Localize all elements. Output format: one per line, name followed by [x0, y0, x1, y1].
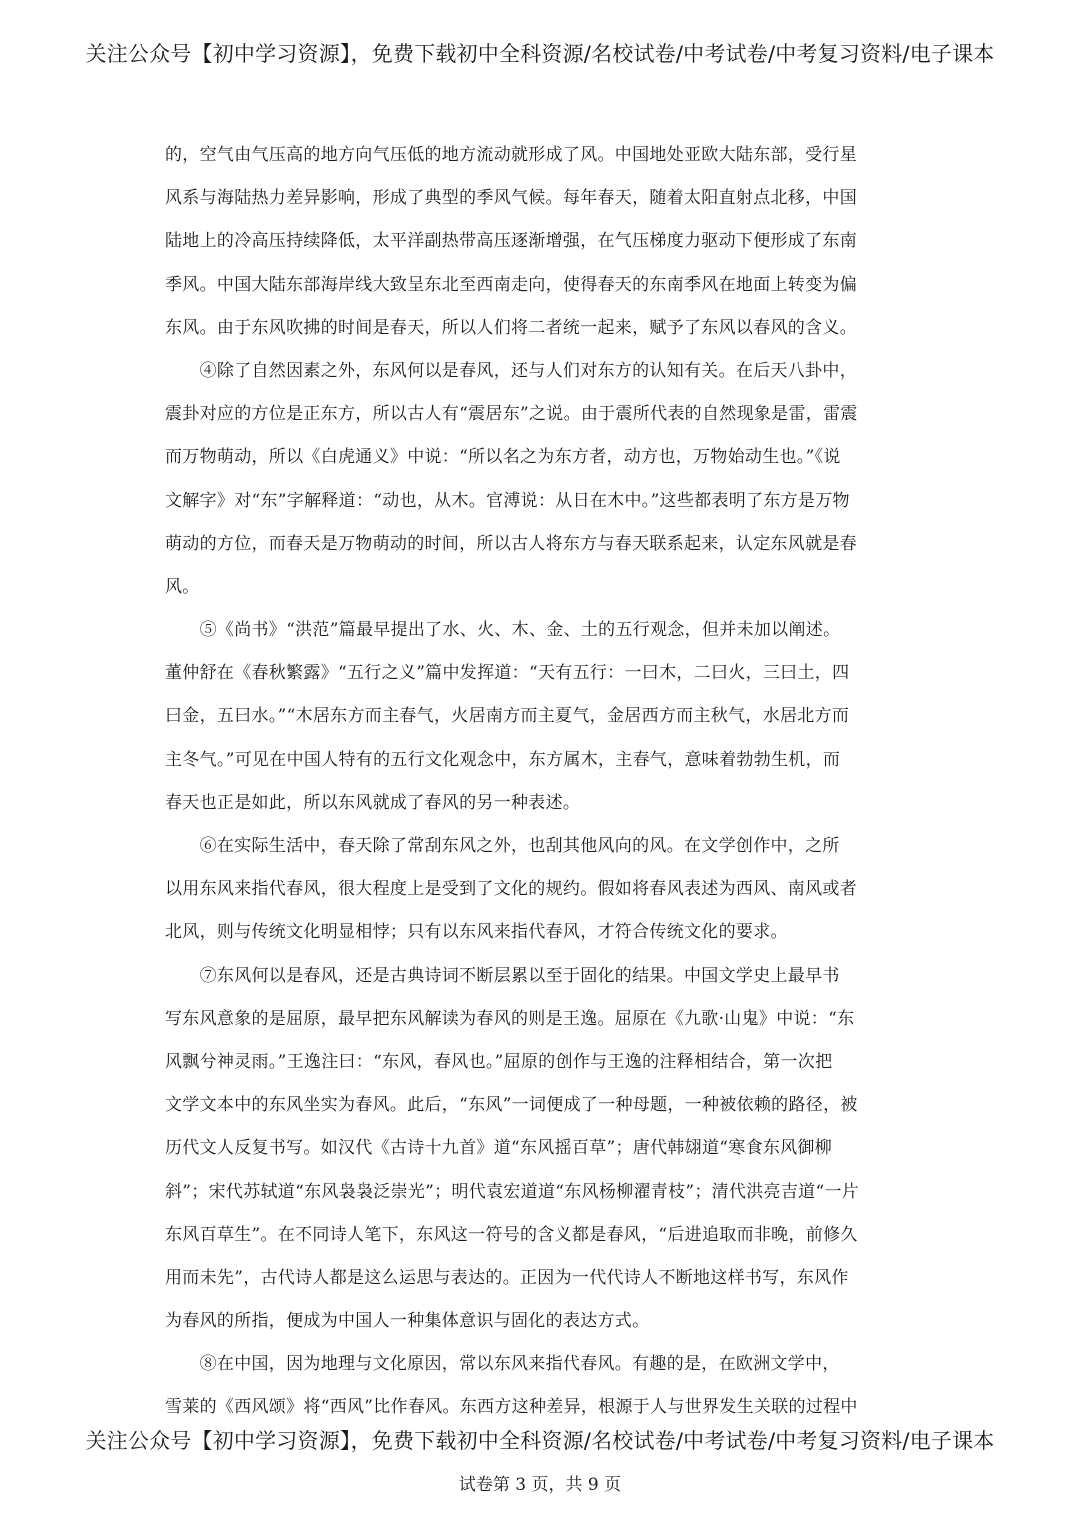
paragraph — [165, 1343, 925, 1429]
page-number-footer: 试卷第 3 页，共 9 页 — [458, 1475, 622, 1495]
text-line: 董仲舒在《春秋繁露》“五行之义”篇中发挥道：“天有五行：一曰木，二曰火，三曰土，四 — [165, 663, 850, 684]
text-line: 曰金，五曰水。”“木居东方而主春气，火居南方而主夏气，金居西方而主秋气，水居北方而 — [165, 706, 850, 727]
text-line: 东风百草生”。在不同诗人笔下，东风这一符号的含义都是春风，“后进追取而非晚，前修久 — [165, 1224, 858, 1245]
bottom-promo-banner: 关注公众号【初中学习资源】，免费下载初中全科资源/名校试卷/中考试卷/中考复习资料/电子课本 — [85, 1429, 995, 1453]
text-line: 主冬气。”可见在中国人特有的五行文化观念中，东方属木，主春气，意味着勃勃生机，而 — [165, 749, 841, 770]
text-line: ④除了自然因素之外，东风何以是春风，还与人们对东方的认知有关。在后天八卦中， — [165, 360, 857, 381]
text-line: 的，空气由气压高的地方向气压低的地方流动就形成了风。中国地处亚欧大陆东部，受行星 — [165, 145, 857, 165]
text-line: 以用东风来指代春风，很大程度上是受到了文化的规约。假如将春风表述为西风、南风或者 — [165, 879, 857, 900]
text-line: 用而未先”，古代诗人都是这么运思与表达的。正因为一代代诗人不断地这样书写，东风作 — [165, 1267, 849, 1288]
text-line: 而万物萌动，所以《白虎通义》中说：“所以名之为东方者，动方也，万物始动生也。”《说 — [165, 447, 841, 468]
paragraph — [165, 955, 925, 1344]
text-line: ⑦东风何以是春风，还是古典诗词不断层累以至于固化的结果。中国文学史上最早书 — [165, 965, 840, 986]
paragraph — [165, 134, 925, 350]
text-line: 震卦对应的方位是正东方，所以古人有“震居东”之说。由于震所代表的自然现象是雷，雷震 — [165, 404, 858, 425]
text-line: 风。 — [165, 576, 200, 597]
text-line: ⑥在实际生活中，春天除了常刮东风之外，也刮其他风向的风。在文学创作中，之所 — [165, 836, 840, 856]
top-promo-banner: 关注公众号【初中学习资源】，免费下载初中全科资源/名校试卷/中考试卷/中考复习资料/电子课本 — [85, 42, 995, 66]
text-line: 雪莱的《西风颂》将“西风”比作春风。东西方这种差异，根源于人与世界发生关联的过程中 — [165, 1397, 858, 1418]
text-line: 文学文本中的东风坐实为春风。此后，“东风”一词便成了一种母题，一种被依赖的路径，被 — [165, 1095, 858, 1116]
text-line: 历代文人反复书写。如汉代《古诗十九首》道“东风摇百草”；唐代韩翃道“寒食东风御柳 — [165, 1138, 833, 1159]
text-line: 东风。由于东风吹拂的时间是春天，所以人们将二者统一起来，赋予了东风以春风的含义。 — [165, 317, 857, 338]
text-line: 为春风的所指，便成为中国人一种集体意识与固化的表达方式。 — [165, 1311, 650, 1332]
text-line: 春天也正是如此，所以东风就成了春风的另一种表述。 — [165, 792, 581, 813]
text-line: 萌动的方位，而春天是万物萌动的时间，所以古人将东方与春天联系起来，认定东风就是春 — [165, 533, 857, 554]
text-line: 季风。中国大陆东部海岸线大致呈东北至西南走向，使得春天的东南季风在地面上转变为偏 — [165, 274, 857, 295]
text-line: 陆地上的冷高压持续降低，太平洋副热带高压逐渐增强，在气压梯度力驱动下便形成了东南 — [165, 231, 857, 252]
text-line: ⑤《尚书》“洪范”篇最早提出了水、火、木、金、土的五行观念，但并未加以阐述。 — [165, 620, 841, 641]
text-line: 文解字》对“东”字解释道：“动也，从木。官溥说：从日在木中。”这些都表明了东方是万物 — [165, 490, 850, 511]
paragraph — [165, 825, 925, 955]
text-line: 北风，则与传统文化明显相悖；只有以东风来指代春风，才符合传统文化的要求。 — [165, 922, 788, 943]
article-body — [165, 134, 925, 1430]
text-line: 斜”；宋代苏轼道“东风袅袅泛崇光”；明代袁宏道道“东风杨柳濯青枝”；清代洪亮吉道“一片 — [165, 1181, 860, 1202]
paragraph — [165, 609, 925, 825]
paragraph — [165, 350, 925, 609]
text-line: ⑧在中国，因为地理与文化原因，常以东风来指代春风。有趣的是，在欧洲文学中， — [165, 1354, 840, 1375]
text-line: 风系与海陆热力差异影响，形成了典型的季风气候。每年春天，随着太阳直射点北移，中国 — [165, 188, 857, 209]
text-line: 风飘兮神灵雨。”王逸注曰：“东风，春风也。”屈原的创作与王逸的注释相结合，第一次把 — [165, 1051, 833, 1072]
text-line: 写东风意象的是屈原，最早把东风解读为春风的则是王逸。屈原在《九歌·山鬼》中说：“东 — [165, 1008, 855, 1029]
